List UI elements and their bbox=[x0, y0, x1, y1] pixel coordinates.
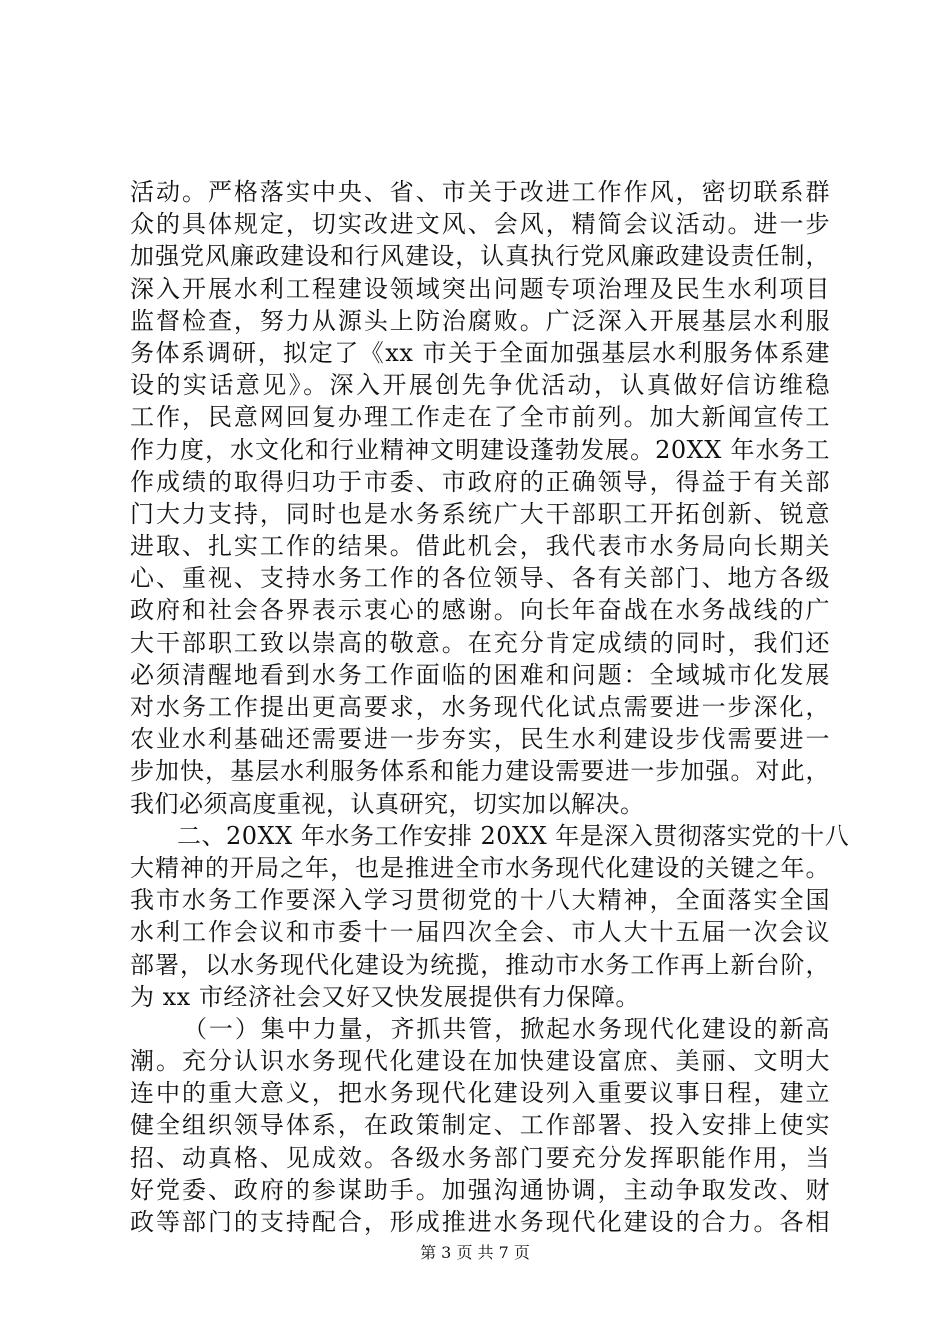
text-line: 加强党风廉政建设和行风建设，认真执行党风廉政建设责任制， bbox=[130, 242, 830, 271]
text-line: 好党委、政府的参谋助手。加强沟通协调，主动争取发改、财 bbox=[130, 1175, 830, 1204]
text-line: 对水务工作提出更高要求，水务现代化试点需要进一步深化， bbox=[130, 693, 830, 721]
text-line: 深入开展水利工程建设领域突出问题专项治理及民生水利项目 bbox=[130, 274, 830, 303]
text-line: 务体系调研，拟定了《xx 市关于全面加强基层水利服务体系建 bbox=[130, 338, 830, 367]
text-line: 大精神的开局之年，也是推进全市水务现代化建设的关键之年。 bbox=[130, 853, 830, 882]
text-line: 健全组织领导体系，在政策制定、工作部署、投入安排上使实 bbox=[130, 1111, 830, 1140]
text-line: 招、动真格、见成效。各级水务部门要充分发挥职能作用，当 bbox=[130, 1143, 830, 1172]
text-line: 必须清醒地看到水务工作面临的困难和问题：全域城市化发展 bbox=[130, 660, 830, 689]
text-line: 连中的重大意义，把水务现代化建设列入重要议事日程，建立 bbox=[130, 1079, 830, 1108]
text-line: 作成绩的取得归功于市委、市政府的正确领导，得益于有关部 bbox=[130, 467, 830, 496]
text-line: 步加快，基层水利服务体系和能力建设需要进一步加强。对此， bbox=[130, 757, 830, 786]
text-line: 门大力支持，同时也是水务系统广大干部职工开拓创新、锐意 bbox=[130, 499, 830, 528]
text-line: 我市水务工作要深入学习贯彻党的十八大精神，全面落实全国 bbox=[130, 886, 830, 915]
text-line: 潮。充分认识水务现代化建设在加快建设富庶、美丽、文明大 bbox=[130, 1047, 830, 1076]
text-line: 部署，以水务现代化建设为统揽，推动市水务工作再上新台阶， bbox=[130, 950, 830, 979]
text-line: 作力度，水文化和行业精神文明建设蓬勃发展。20XX 年水务工 bbox=[130, 435, 830, 464]
text-line: （一）集中力量，齐抓共管，掀起水务现代化建设的新高 bbox=[183, 1014, 830, 1043]
document-body bbox=[130, 176, 850, 1238]
text-line: 政府和社会各界表示衷心的感谢。向长年奋战在水务战线的广 bbox=[130, 596, 830, 625]
text-line: 工作，民意网回复办理工作走在了全市前列。加大新闻宣传工 bbox=[130, 403, 830, 432]
text-line: 进取、扎实工作的结果。借此机会，我代表市水务局向长期关 bbox=[130, 532, 830, 561]
page-number-footer: 第 3 页 共 7 页 bbox=[420, 1243, 530, 1262]
text-line: 众的具体规定，切实改进文风、会风，精简会议活动。进一步 bbox=[130, 210, 830, 239]
text-line: 监督检查，努力从源头上防治腐败。广泛深入开展基层水利服 bbox=[130, 306, 830, 335]
text-line: 二、20XX 年水务工作安排 20XX 年是深入贯彻落实党的十八 bbox=[177, 821, 850, 850]
text-line: 设的实话意见》。深入开展创先争优活动，认真做好信访维稳 bbox=[130, 371, 830, 400]
text-line: 农业水利基础还需要进一步夯实，民生水利建设步伐需要进一 bbox=[130, 725, 830, 754]
text-line: 政等部门的支持配合，形成推进水务现代化建设的合力。各相 bbox=[130, 1208, 830, 1236]
text-line: 心、重视、支持水务工作的各位领导、各有关部门、地方各级 bbox=[130, 564, 830, 593]
text-line: 大干部职工致以崇高的敬意。在充分肯定成绩的同时，我们还 bbox=[130, 628, 830, 657]
text-line: 我们必须高度重视，认真研究，切实加以解决。 bbox=[130, 789, 645, 818]
text-line: 为 xx 市经济社会又好又快发展提供有力保障。 bbox=[130, 982, 640, 1011]
text-line: 活动。严格落实中央、省、市关于改进工作作风，密切联系群 bbox=[130, 178, 830, 206]
text-line: 水利工作会议和市委十一届四次全会、市人大十五届一次会议 bbox=[130, 918, 830, 947]
